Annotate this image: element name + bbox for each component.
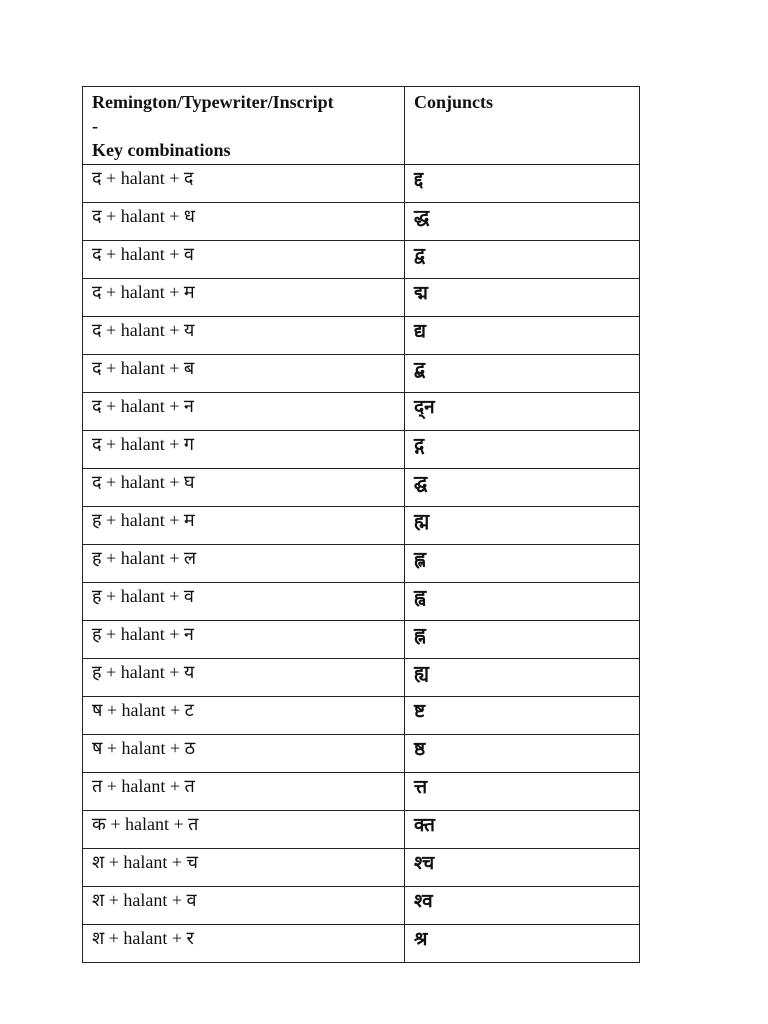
key-combination-cell: ष + halant + ट bbox=[83, 697, 405, 735]
key-combination-cell: ह + halant + ल bbox=[83, 545, 405, 583]
table-row bbox=[83, 811, 640, 849]
table-row bbox=[83, 773, 640, 811]
table-row bbox=[83, 355, 640, 393]
conjunct-cell: ह्य bbox=[405, 659, 640, 697]
table-row bbox=[83, 697, 640, 735]
key-combination-cell: ह + halant + व bbox=[83, 583, 405, 621]
conjunct-cell: ष्ट bbox=[405, 697, 640, 735]
key-combination-cell: द + halant + म bbox=[83, 279, 405, 317]
table-row bbox=[83, 849, 640, 887]
conjunct-cell: द्य bbox=[405, 317, 640, 355]
header-keys-line-1: Remington/Typewriter/Inscript bbox=[92, 92, 334, 112]
key-combination-cell: ह + halant + य bbox=[83, 659, 405, 697]
conjunct-cell: द्द bbox=[405, 165, 640, 203]
conjunct-cell: श्च bbox=[405, 849, 640, 887]
key-combination-cell: श + halant + व bbox=[83, 887, 405, 925]
key-combination-cell: त + halant + त bbox=[83, 773, 405, 811]
key-combination-cell: द + halant + य bbox=[83, 317, 405, 355]
key-combination-cell: क + halant + त bbox=[83, 811, 405, 849]
table-row bbox=[83, 925, 640, 963]
conjunct-cell: क्त bbox=[405, 811, 640, 849]
table-row bbox=[83, 241, 640, 279]
table-row bbox=[83, 735, 640, 773]
key-combination-cell: द + halant + घ bbox=[83, 469, 405, 507]
key-combination-cell: ह + halant + न bbox=[83, 621, 405, 659]
key-combination-cell: द + halant + ध bbox=[83, 203, 405, 241]
conjunct-cell: द्म bbox=[405, 279, 640, 317]
table-row bbox=[83, 507, 640, 545]
table-row bbox=[83, 583, 640, 621]
key-combination-cell: श + halant + च bbox=[83, 849, 405, 887]
key-combination-cell: श + halant + र bbox=[83, 925, 405, 963]
key-combination-cell: द + halant + ब bbox=[83, 355, 405, 393]
table-row bbox=[83, 203, 640, 241]
conjunct-cell: द्न bbox=[405, 393, 640, 431]
key-combination-cell: द + halant + ग bbox=[83, 431, 405, 469]
table-body bbox=[83, 87, 640, 963]
table-row bbox=[83, 393, 640, 431]
conjunct-cell: ह्व bbox=[405, 583, 640, 621]
conjunct-cell: द्व bbox=[405, 241, 640, 279]
table-row bbox=[83, 545, 640, 583]
header-conjuncts: Conjuncts bbox=[405, 87, 640, 165]
conjunct-cell: द्ग bbox=[405, 431, 640, 469]
conjunct-cell: ह्ल bbox=[405, 545, 640, 583]
table-row bbox=[83, 431, 640, 469]
table-row bbox=[83, 469, 640, 507]
conjunct-cell: त्त bbox=[405, 773, 640, 811]
conjunct-cell: ष्ठ bbox=[405, 735, 640, 773]
header-keys-line-3: Key combinations bbox=[92, 140, 231, 160]
table-header-row bbox=[83, 87, 640, 165]
key-combination-cell: ष + halant + ठ bbox=[83, 735, 405, 773]
conjunct-cell: द्घ bbox=[405, 469, 640, 507]
table-row bbox=[83, 887, 640, 925]
conjunct-cell: श्र bbox=[405, 925, 640, 963]
conjunct-cell: द्ध bbox=[405, 203, 640, 241]
header-keys-line-2: - bbox=[92, 116, 98, 136]
conjunct-cell: ह्म bbox=[405, 507, 640, 545]
conjunct-cell: ह्न bbox=[405, 621, 640, 659]
key-combination-cell: द + halant + द bbox=[83, 165, 405, 203]
table-row bbox=[83, 317, 640, 355]
header-key-combinations bbox=[83, 87, 405, 165]
conjunct-cell: श्व bbox=[405, 887, 640, 925]
key-combination-cell: ह + halant + म bbox=[83, 507, 405, 545]
key-combination-cell: द + halant + न bbox=[83, 393, 405, 431]
conjuncts-table bbox=[82, 86, 640, 963]
table-row bbox=[83, 621, 640, 659]
conjunct-cell: द्ब bbox=[405, 355, 640, 393]
key-combination-cell: द + halant + व bbox=[83, 241, 405, 279]
table-row bbox=[83, 659, 640, 697]
table-row bbox=[83, 165, 640, 203]
table-row bbox=[83, 279, 640, 317]
